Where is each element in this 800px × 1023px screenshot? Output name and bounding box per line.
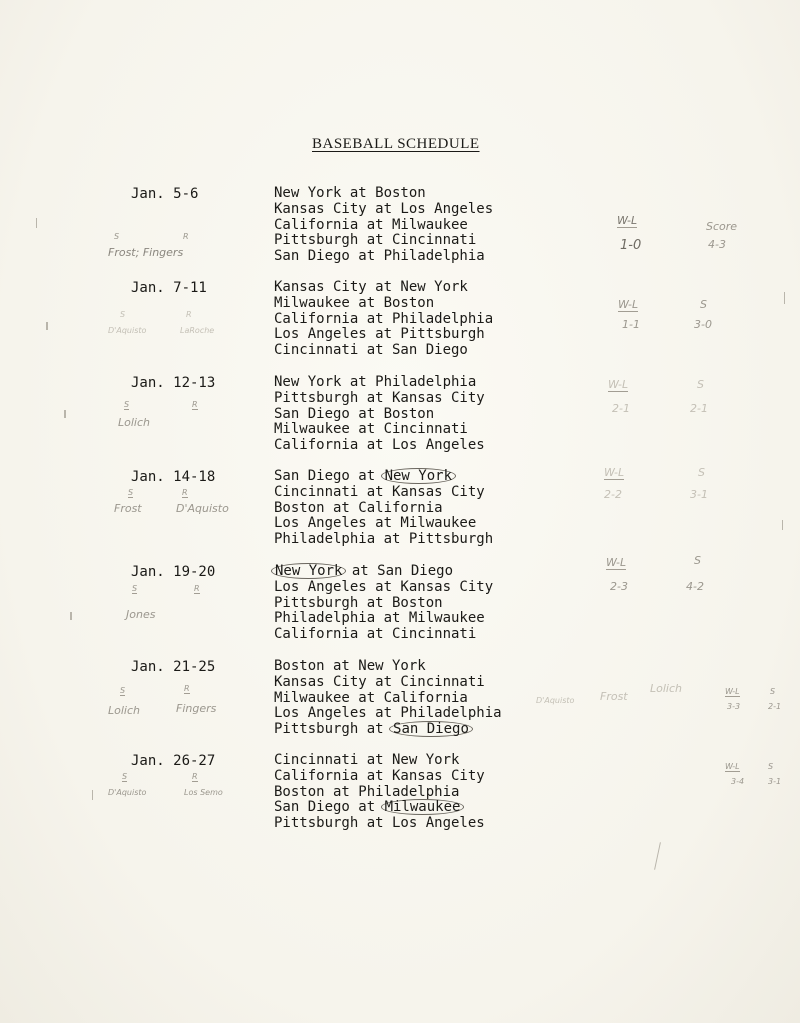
reliever-label: R: [192, 400, 198, 409]
game: Boston at California: [274, 499, 443, 516]
score-value: 3-1: [690, 488, 708, 501]
margin-mark: [92, 790, 93, 800]
reliever-name: Los Semo: [184, 788, 223, 797]
score-label: S: [697, 378, 704, 391]
reliever-name: LaRoche: [180, 326, 215, 335]
wl-label: W-L: [725, 687, 740, 696]
margin-mark: [784, 292, 785, 304]
game: Pittsburgh at Boston: [274, 594, 443, 611]
score-label: S: [768, 762, 774, 771]
game: California at Los Angeles: [274, 437, 485, 454]
score-label: Score: [706, 220, 738, 233]
wl-label: W-L: [618, 298, 639, 311]
game: Kansas City at Los Angeles: [274, 200, 494, 217]
reliever-label: R: [194, 584, 200, 593]
reliever-label: R: [184, 684, 190, 693]
circled-team: New York: [381, 468, 456, 484]
round-2-games: [274, 280, 493, 359]
game: San Diego at Boston: [274, 405, 435, 422]
wl-label: W-L: [725, 762, 740, 771]
score-label: S: [770, 687, 776, 696]
starter-name: Frost: [114, 502, 142, 515]
game: New York at Philadelphia: [274, 374, 477, 390]
game: [274, 564, 493, 580]
starter-label: S: [120, 686, 126, 695]
score-value: 2-1: [690, 402, 708, 415]
starter-label: S: [124, 400, 130, 409]
game: Milwaukee at Cincinnati: [274, 421, 468, 438]
game: [274, 800, 485, 816]
round-4-dates: Jan. 14-18: [131, 469, 216, 485]
game: Pittsburgh at Kansas City: [274, 389, 485, 406]
pitcher-note: Frost: [600, 690, 628, 703]
page-title: BASEBALL SCHEDULE: [312, 136, 480, 152]
round-2-dates: Jan. 7-11: [131, 280, 207, 296]
round-6-games: [274, 659, 502, 738]
game: Pittsburgh at Cincinnati: [274, 232, 477, 249]
round-3-dates: Jan. 12-13: [131, 375, 216, 391]
score-value: 2-1: [768, 702, 782, 711]
wl-label: W-L: [617, 214, 638, 227]
starter-name: Jones: [126, 608, 156, 621]
wl-record: 3-3: [727, 702, 741, 711]
game: Milwaukee at California: [274, 689, 468, 706]
game: Los Angeles at Pittsburgh: [274, 326, 485, 343]
starter-name: Lolich: [118, 416, 150, 429]
score-value: 4-2: [686, 580, 704, 593]
score-label: S: [698, 466, 705, 479]
reliever-name: D'Aquisto: [176, 502, 229, 515]
wl-record: 2-3: [610, 580, 628, 593]
margin-mark: [70, 612, 72, 620]
round-7-games: [274, 753, 485, 832]
wl-label: W-L: [608, 378, 629, 391]
round-5-games: [274, 564, 493, 643]
game: New York at Boston: [274, 185, 426, 201]
reliever-name: Fingers: [176, 702, 217, 715]
round-3-games: [274, 375, 485, 454]
wl-label: W-L: [606, 556, 627, 569]
round-6-dates: Jan. 21-25: [131, 659, 216, 675]
wl-record: 2-2: [604, 488, 622, 501]
reliever-label: R: [182, 488, 188, 497]
game: Los Angeles at Kansas City: [274, 578, 494, 595]
game: Boston at New York: [274, 658, 426, 674]
game: Los Angeles at Milwaukee: [274, 515, 477, 532]
pitcher-note: D'Aquisto: [536, 696, 575, 705]
reliever-label: R: [183, 232, 189, 241]
reliever-label: R: [186, 310, 192, 319]
starter-name: Lolich: [108, 704, 140, 717]
game: Kansas City at Cincinnati: [274, 673, 485, 690]
margin-mark: [46, 322, 48, 330]
round-1-games: [274, 186, 493, 265]
starter-label: S: [120, 310, 126, 319]
game-prefix: San Diego at: [274, 468, 384, 484]
game: Boston at Philadelphia: [274, 783, 460, 800]
game: California at Philadelphia: [274, 310, 494, 327]
circled-team: Milwaukee: [381, 799, 465, 815]
game-prefix: San Diego at: [274, 799, 384, 816]
margin-mark: [64, 410, 66, 418]
game-suffix: at San Diego: [343, 563, 454, 579]
wl-record: 1-0: [620, 238, 642, 253]
round-7-dates: Jan. 26-27: [131, 753, 216, 769]
pitcher-note: Lolich: [650, 682, 682, 695]
starter-label: S: [114, 232, 120, 241]
starter-name: D'Aquisto: [108, 788, 147, 797]
game: California at Milwaukee: [274, 216, 468, 233]
circled-team: San Diego: [389, 721, 473, 737]
score-label: S: [694, 554, 701, 567]
wl-label: W-L: [604, 466, 625, 479]
game: Pittsburgh at Los Angeles: [274, 815, 485, 832]
starter-label: S: [128, 488, 134, 497]
round-5-dates: Jan. 19-20: [131, 564, 216, 580]
circled-team: New York: [271, 563, 346, 579]
game: Cincinnati at Kansas City: [274, 483, 485, 500]
starter-label: S: [132, 584, 138, 593]
wl-record: 1-1: [622, 318, 640, 331]
game: Philadelphia at Pittsburgh: [274, 531, 494, 548]
game: Kansas City at New York: [274, 279, 468, 295]
game: Philadelphia at Milwaukee: [274, 610, 485, 627]
wl-record: 3-4: [731, 777, 745, 786]
margin-mark: [782, 520, 783, 530]
score-value: 3-1: [768, 777, 782, 786]
score-value: 3-0: [694, 318, 712, 331]
score-label: S: [700, 298, 707, 311]
game: Los Angeles at Philadelphia: [274, 705, 502, 722]
game: [274, 722, 502, 738]
reliever-label: R: [192, 772, 198, 781]
game: California at Cincinnati: [274, 626, 477, 643]
game: San Diego at Philadelphia: [274, 248, 485, 265]
pitchers-note: Frost; Fingers: [108, 246, 184, 259]
game: Cincinnati at New York: [274, 752, 460, 768]
starter-label: S: [122, 772, 128, 781]
round-4-games: [274, 469, 493, 548]
game: [274, 469, 493, 485]
round-1-dates: Jan. 5-6: [131, 186, 199, 202]
game: Cincinnati at San Diego: [274, 342, 468, 359]
game-prefix: Pittsburgh at: [274, 721, 393, 738]
starter-name: D'Aquisto: [108, 326, 147, 335]
score-value: 4-3: [708, 238, 726, 251]
game: California at Kansas City: [274, 767, 485, 784]
margin-mark: [36, 218, 37, 228]
game: Milwaukee at Boston: [274, 294, 435, 311]
wl-record: 2-1: [612, 402, 630, 415]
margin-mark: [654, 842, 661, 870]
